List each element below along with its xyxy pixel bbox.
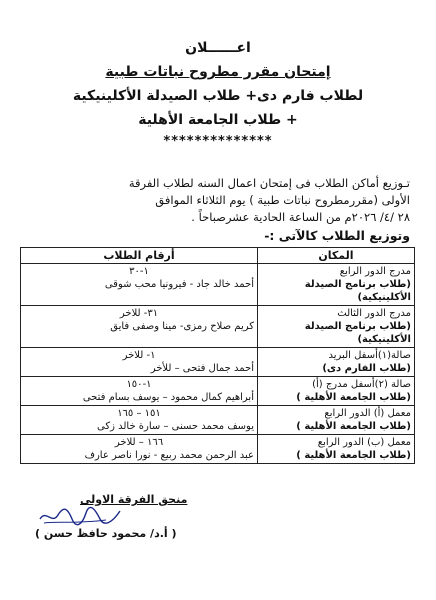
numbers-cell xyxy=(21,348,258,377)
student-names: كريم صلاح رمزى- مينا وصفى فايق xyxy=(110,321,254,332)
header-place: المكان xyxy=(258,248,415,264)
place-cell xyxy=(258,348,415,377)
table-row xyxy=(21,406,415,435)
place-name: معمل (أ) الدور الرابع xyxy=(324,408,411,419)
number-range: ٣١- للاخر xyxy=(119,308,159,319)
announcement-heading: اعــــــلان xyxy=(185,40,251,56)
student-names: أحمد خالد جاد - فيرونيا محب شوقى xyxy=(104,279,254,290)
student-names: يوسف محمد حسنى – سارة خالد زكى xyxy=(97,421,254,432)
place-cell xyxy=(258,377,415,406)
program-name: (طلاب برنامج الصيدلة الأكلينيكية) xyxy=(304,321,411,345)
table-row xyxy=(21,306,415,348)
table-row xyxy=(21,435,415,464)
coordinator-name: ( أ.د/ محمود حافظ حسن ) xyxy=(35,527,177,540)
intro-line-1: تـوزيع أماكن الطلاب فى إمتحان اعمال السنه لطلاب الفرقة xyxy=(128,176,410,190)
numbers-cell xyxy=(21,264,258,306)
number-range: ١٥١ – ١٦٥ xyxy=(117,408,161,419)
numbers-cell xyxy=(21,406,258,435)
table-header-row xyxy=(21,248,415,264)
intro-line-2: الأولى (مقررمطروح نباتات طبية ) يوم الثلاثاء الموافق xyxy=(155,193,410,207)
number-range: ١-٣٠ xyxy=(129,266,149,277)
coordinator-title: منحق الفرقة الاولى xyxy=(80,493,188,506)
number-range: ١- للاخر xyxy=(122,350,156,361)
handwritten-signature xyxy=(36,505,126,527)
program-name: (طلاب برنامج الصيدلة الأكلينيكية) xyxy=(304,279,411,303)
table-row xyxy=(21,377,415,406)
distribution-table xyxy=(20,247,415,464)
program-name: (طلاب الجامعة الأهلية ) xyxy=(296,450,411,461)
header-numbers: أرقام الطلاب xyxy=(21,248,258,264)
place-name: صالة(١)أسفل البريد xyxy=(328,350,411,361)
place-name: صالة (٢)أسفل مدرج (أ) xyxy=(312,379,411,390)
numbers-cell xyxy=(21,377,258,406)
program-name: (طلاب الفارم دى) xyxy=(322,363,411,374)
intro-paragraph xyxy=(24,175,410,226)
students-line-1: لطلاب فارم دى+ طلاب الصيدلة الأكلينيكية xyxy=(72,88,364,104)
place-cell xyxy=(258,406,415,435)
place-name: معمل (ب) الدور الرابع xyxy=(317,437,411,448)
student-names: عبد الرحمن محمد ربيع - نورا ناصر عارف xyxy=(84,450,254,461)
place-cell xyxy=(258,435,415,464)
student-names: أبراهيم كمال محمود – يوسف بسام فتحى xyxy=(82,392,254,403)
student-names: أحمد جمال فتحى – للأخر xyxy=(150,363,254,374)
place-cell xyxy=(258,306,415,348)
numbers-cell xyxy=(21,435,258,464)
distribution-title: وتوزيع الطلاب كالآتى :- xyxy=(264,228,410,243)
number-range: ١-١٥٠ xyxy=(126,379,152,390)
place-cell xyxy=(258,264,415,306)
stars-divider: ************** xyxy=(163,134,273,149)
place-name: مدرج الدور الرابع xyxy=(339,266,411,277)
table-row xyxy=(21,348,415,377)
students-line-2: + طلاب الجامعة الأهلية xyxy=(138,112,298,128)
program-name: (طلاب الجامعة الأهلية ) xyxy=(296,392,411,403)
place-name: مدرج الدور الثالث xyxy=(337,308,411,319)
program-name: (طلاب الجامعة الأهلية ) xyxy=(296,421,411,432)
table-row xyxy=(21,264,415,306)
intro-line-3: ٢٨ /٤/ ٢٠٢٦م من الساعة الحادية عشرصباحاً . xyxy=(191,210,410,224)
numbers-cell xyxy=(21,306,258,348)
number-range: ١٦٦ – للاخر xyxy=(114,437,164,448)
exam-title: إمتحان مقرر مطروح نباتات طبية xyxy=(105,64,331,80)
